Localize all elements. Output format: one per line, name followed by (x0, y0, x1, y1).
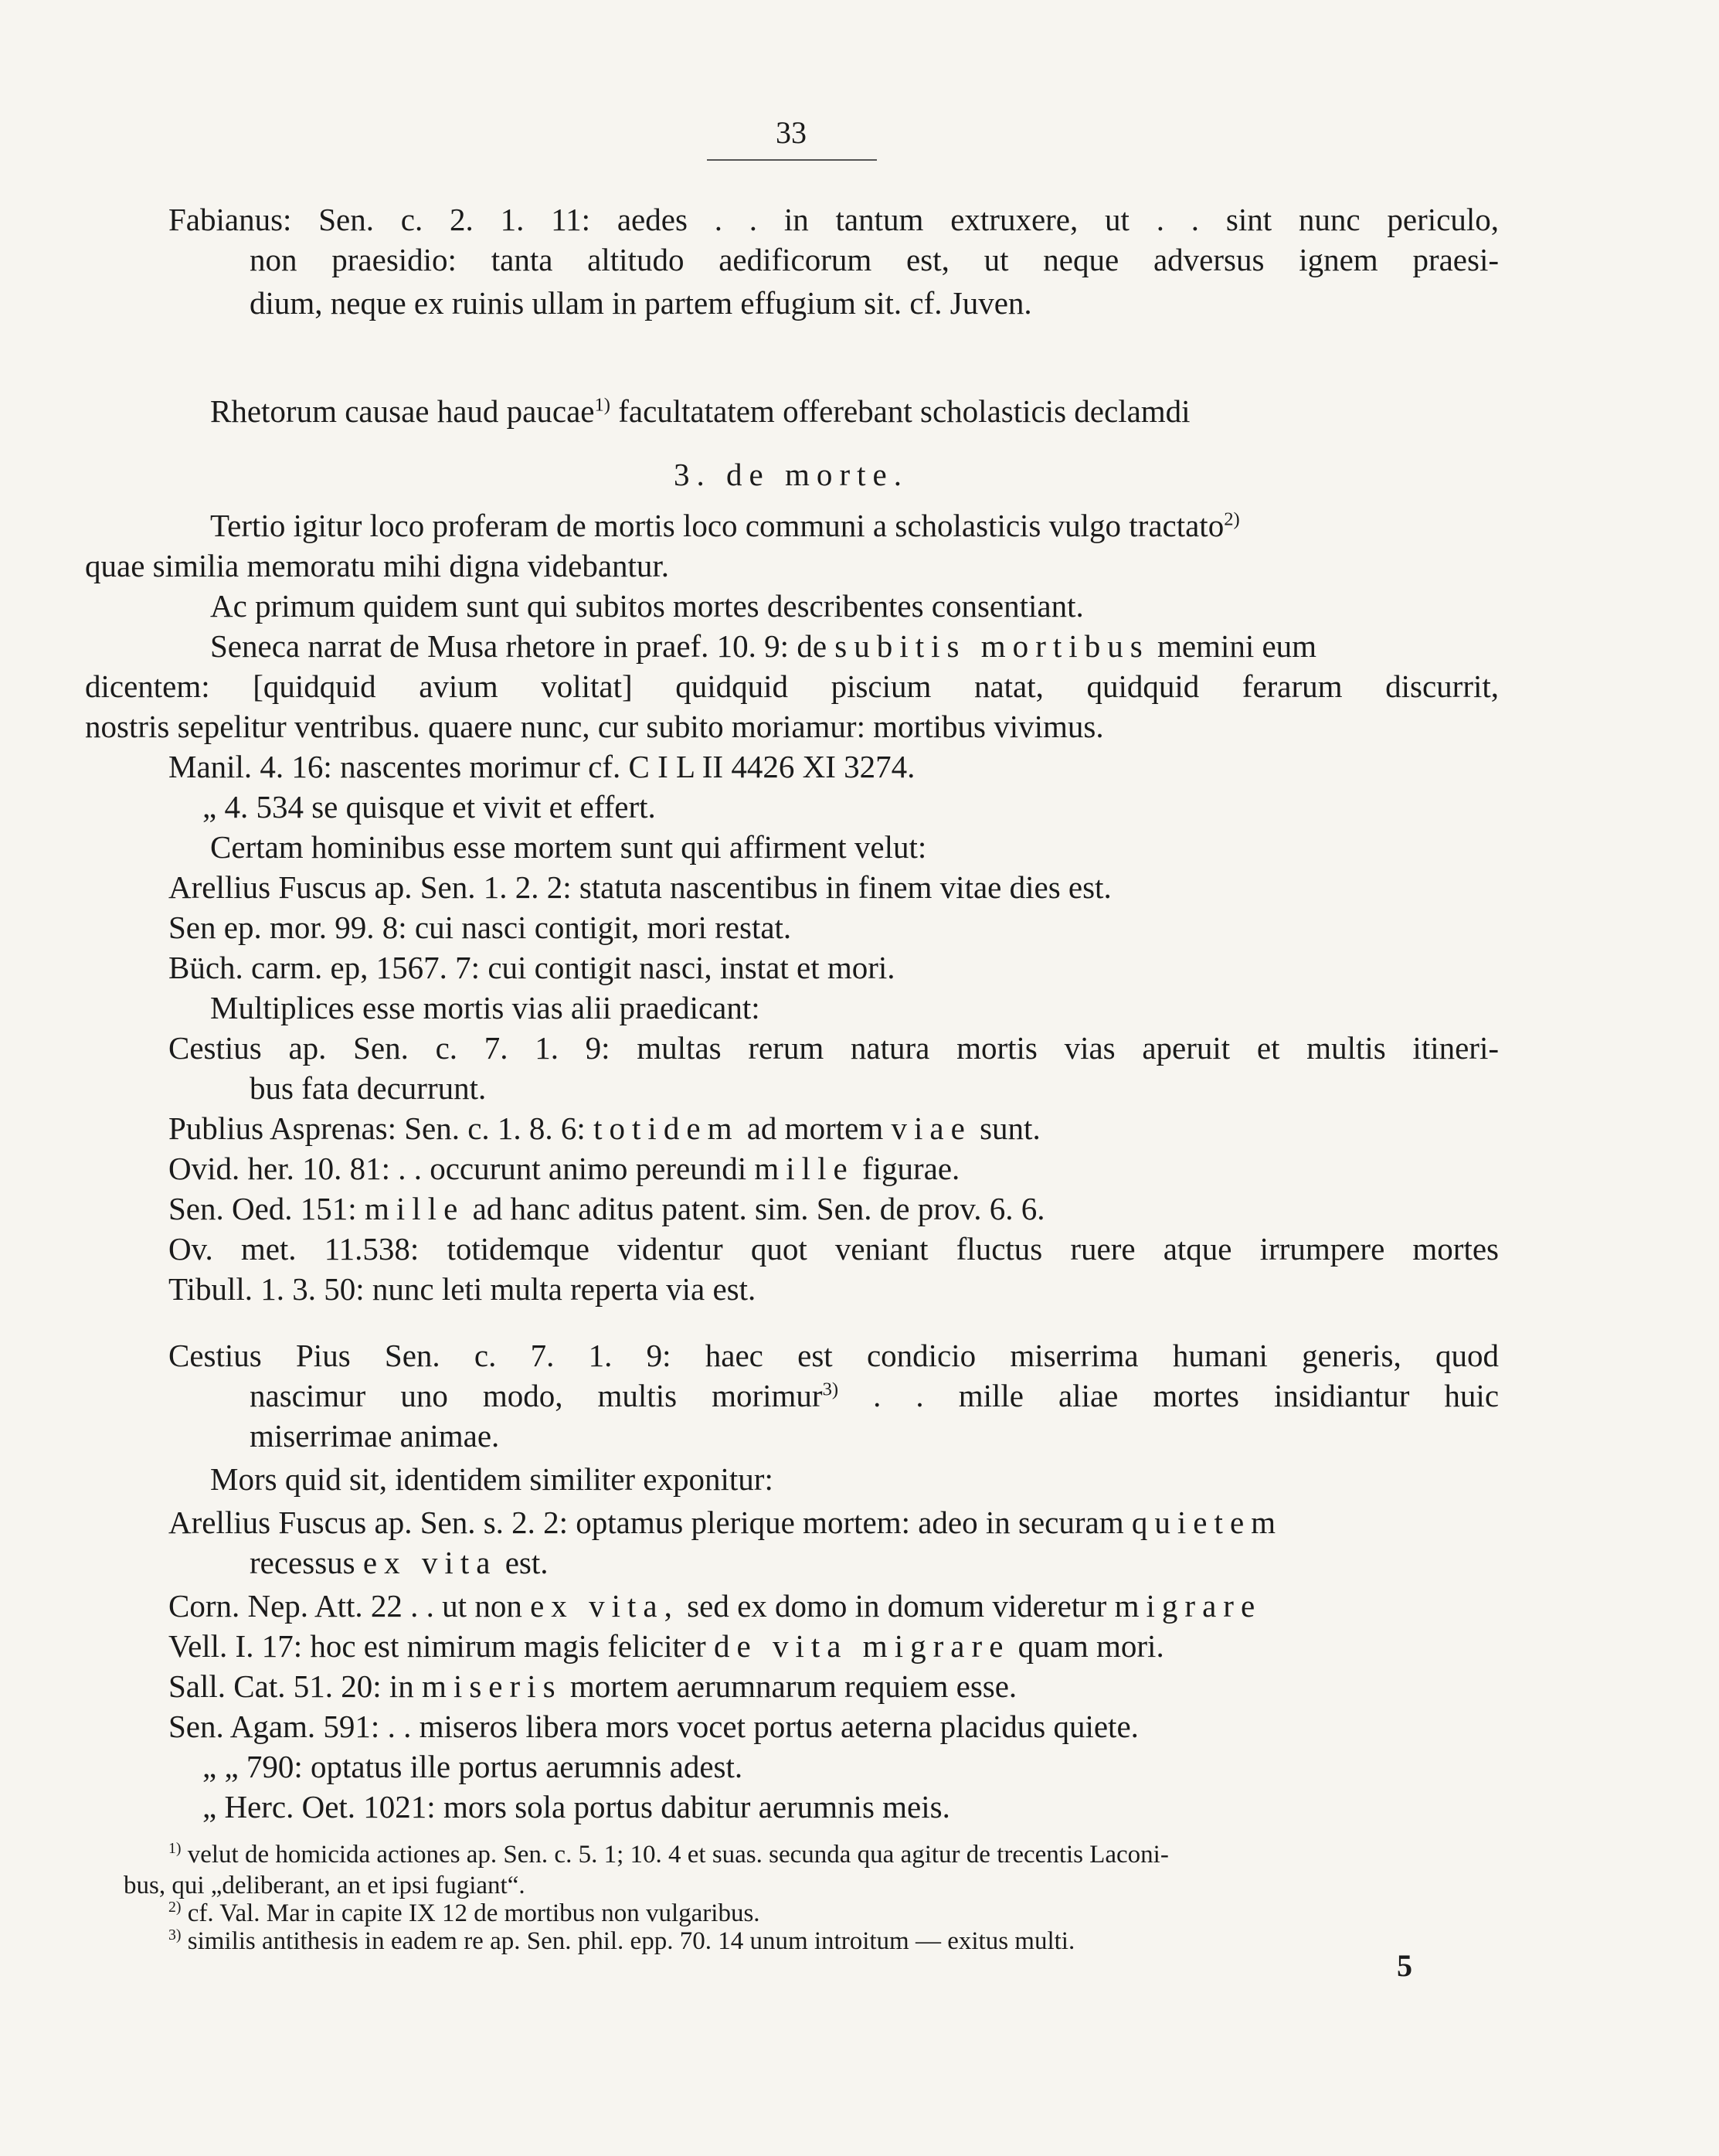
text-line: nascimur uno modo, multis morimur$^{3)}$ . . mille aliae mortes insidiantur huic (250, 1378, 1500, 1413)
signature-mark: 5 (1397, 1948, 1412, 1983)
footnote-mark: 1) (168, 1840, 182, 1857)
text-line: Manil. 4. 16: nascentes morimur cf. C I L II 4426 XI 3274. (168, 749, 916, 784)
text-line: Ac primum quidem sunt qui subitos mortes describentes consentiant. (210, 588, 1084, 624)
text-line: Tertio igitur loco proferam de mortis loco communi a scholasticis vulgo tractato$^{2)}$ (210, 508, 1240, 543)
footnote: $^{2)}$ cf. Val. Mar in capite IX 12 de mortibus non vulgaribus. (168, 1899, 760, 1927)
text-line: Vell. I. 17: hoc est nimirum magis feliciter de vita migrare quam mori. (168, 1628, 1164, 1664)
footnote-mark: 3) (168, 1926, 182, 1943)
text-line: Ov. met. 11.538: totidemque videntur quot veniant fluctus ruere atque irrumpere mortes (168, 1231, 1499, 1267)
text-line: nostris sepelitur ventribus. quaere nunc, cur subito moriamur: mortibus vivimus. (85, 709, 1104, 744)
text-line: Publius Asprenas: Sen. c. 1. 8. 6: totidem ad mortem viae sunt. (168, 1110, 1041, 1146)
text-line: Fabianus: Sen. c. 2. 1. 11: aedes . . in tantum extruxere, ut . . sint nunc periculo, (168, 202, 1499, 237)
section-heading: 3. de morte. (673, 457, 909, 492)
text-line: Rhetorum causae haud paucae$^{1)}$ facultatatem offerebant scholasticis declamdi (210, 393, 1191, 429)
text-line: Certam hominibus esse mortem sunt qui affirment velut: (210, 829, 927, 865)
text-line: „ Herc. Oet. 1021: mors sola portus dabitur aerumnis meis. (202, 1789, 950, 1824)
header-rule (707, 159, 877, 161)
footnote-ref: 1) (594, 394, 610, 416)
footnote: $^{3)}$ similis antithesis in eadem re ap. Sen. phil. epp. 70. 14 unum introitum — exitus multi. (168, 1926, 1075, 1955)
footnote-mark: 2) (168, 1899, 182, 1916)
text-line: non praesidio: tanta altitudo aedificorum est, ut neque adversus ignem praesi- (250, 242, 1499, 277)
text-line: Cestius ap. Sen. c. 7. 1. 9: multas rerum natura mortis vias aperuit et multis itineri- (168, 1030, 1499, 1066)
text-line: dium, neque ex ruinis ullam in partem effugium sit. cf. Juven. (250, 285, 1032, 321)
footnote-ref: 3) (822, 1379, 839, 1400)
text-line: recessus ex vita est. (250, 1545, 549, 1580)
text-line: bus fata decurrunt. (250, 1070, 487, 1106)
text-line: Seneca narrat de Musa rhetore in praef. 10. 9: de subitis mortibus memini eum (210, 628, 1317, 664)
text-line: quae similia memoratu mihi digna videbantur. (85, 548, 670, 583)
text-line: Arellius Fuscus ap. Sen. 1. 2. 2: statuta nascentibus in finem vitae dies est. (168, 869, 1112, 905)
footnote: $^{1)}$ velut de homicida actiones ap. Sen. c. 5. 1; 10. 4 et suas. secunda qua agitur de trecentis Laconi- (168, 1840, 1169, 1869)
text-line: Sen. Agam. 591: . . miseros libera mors vocet portus aeterna placidus quiete. (168, 1709, 1139, 1744)
text-line: Arellius Fuscus ap. Sen. s. 2. 2: optamus plerique mortem: adeo in securam quietem (168, 1505, 1283, 1540)
text-line: Ovid. her. 10. 81: . . occurunt animo pereundi mille figurae. (168, 1151, 960, 1186)
text-line: Multiplices esse mortis vias alii praedicant: (210, 990, 760, 1025)
text-line: Cestius Pius Sen. c. 7. 1. 9: haec est condicio miserrima humani generis, quod (168, 1338, 1499, 1373)
text-line: Büch. carm. ep, 1567. 7: cui contigit nasci, instat et mori. (168, 950, 895, 985)
text-line: Tibull. 1. 3. 50: nunc leti multa reperta via est. (168, 1271, 756, 1307)
footnote: bus, qui „deliberant, an et ipsi fugiant“. (124, 1872, 525, 1899)
text-line: miserrimae animae. (250, 1418, 500, 1454)
footnote-ref: 2) (1224, 508, 1240, 530)
text-line: Sen. Oed. 151: mille ad hanc aditus patent. sim. Sen. de prov. 6. 6. (168, 1191, 1045, 1226)
text-line: Sall. Cat. 51. 20: in miseris mortem aerumnarum requiem esse. (168, 1668, 1017, 1704)
text-line: „ 4. 534 se quisque et vivit et effert. (202, 789, 656, 825)
text-line: Mors quid sit, identidem similiter exponitur: (210, 1461, 773, 1497)
text-line: „ „ 790: optatus ille portus aerumnis adest. (202, 1749, 743, 1784)
text-line: Sen ep. mor. 99. 8: cui nasci contigit, mori restat. (168, 910, 792, 945)
page-number: 33 (776, 115, 807, 150)
text-line: dicentem: [quidquid avium volitat] quidquid piscium natat, quidquid ferarum discurrit, (85, 668, 1499, 704)
text-line: Corn. Nep. Att. 22 . . ut non ex vita, sed ex domo in domum videretur migrare (168, 1588, 1262, 1624)
